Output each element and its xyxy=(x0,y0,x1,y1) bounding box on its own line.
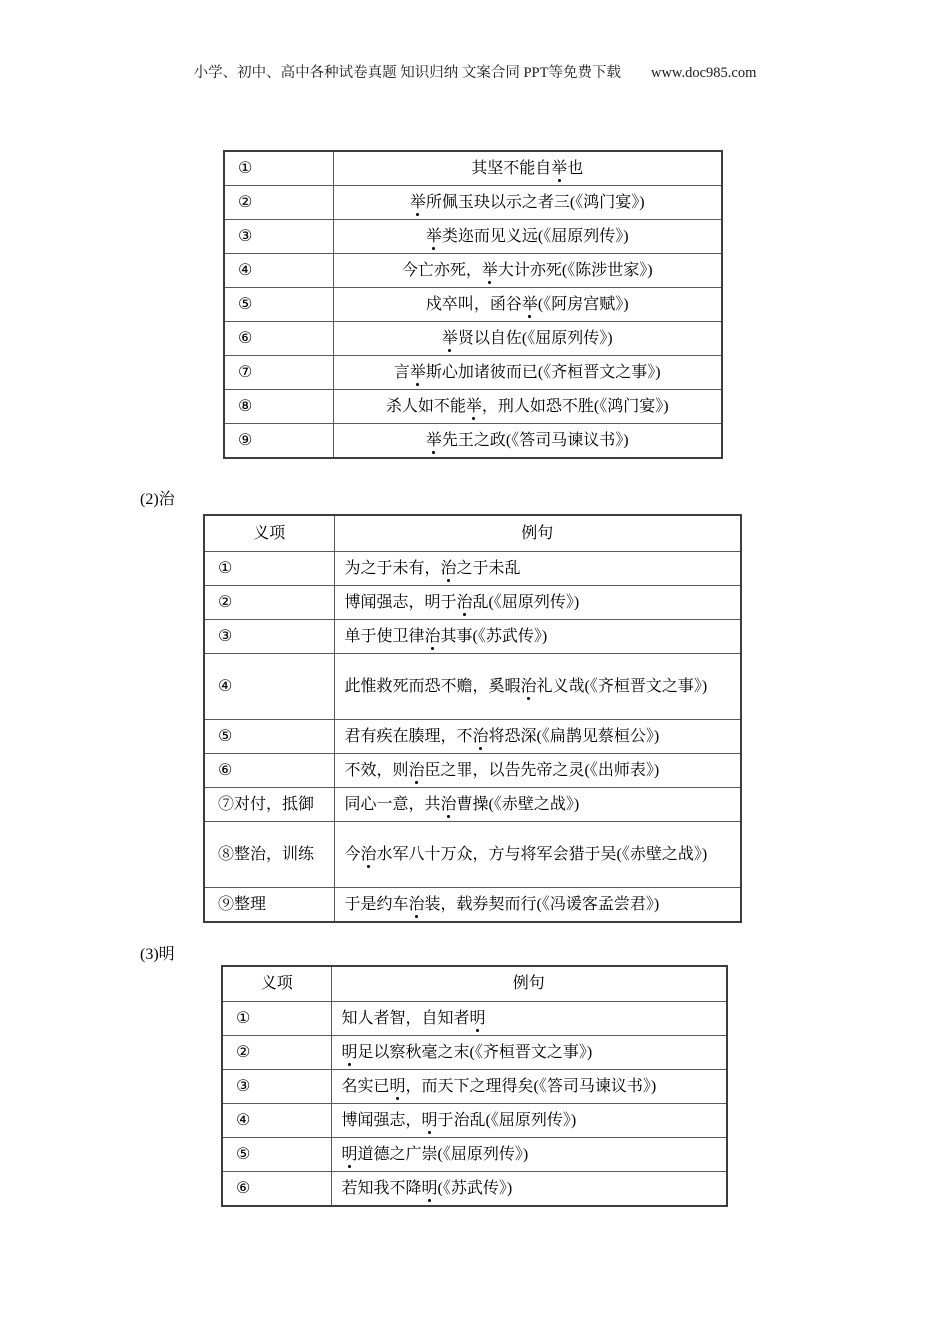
column-header-item: 义项 xyxy=(222,966,331,1001)
example-text: 单于使卫律 xyxy=(344,627,425,645)
emphasized-char: 治 xyxy=(424,627,441,645)
item-cell: ④ xyxy=(222,1103,331,1137)
item-cell: ⑥ xyxy=(224,322,333,356)
table-header-row xyxy=(222,966,727,1001)
table-row xyxy=(204,719,741,753)
example-cell xyxy=(334,719,741,753)
item-cell: ③ xyxy=(204,619,334,653)
table-row xyxy=(222,1103,727,1137)
item-cell: ⑤ xyxy=(224,288,333,322)
item-cell: ③ xyxy=(224,220,333,254)
item-cell: ① xyxy=(222,1001,331,1035)
section-label-ming: (3)明 xyxy=(140,946,175,963)
site-header xyxy=(0,61,950,82)
lexical-table-zhi xyxy=(203,514,742,923)
example-cell xyxy=(331,1137,727,1171)
example-text: 也 xyxy=(567,160,584,177)
column-header-example: 例句 xyxy=(334,515,741,551)
example-cell xyxy=(333,254,722,288)
column-header-example: 例句 xyxy=(331,966,727,1001)
section-label-zhi: (2)治 xyxy=(140,491,175,508)
emphasized-char: 治 xyxy=(408,761,425,779)
table-row xyxy=(204,619,741,653)
item-cell: ④ xyxy=(224,254,333,288)
example-cell xyxy=(334,619,741,653)
example-text: 于治乱(《屈原列传》) xyxy=(437,1111,577,1129)
example-text: 其坚不能自 xyxy=(471,160,552,177)
example-text: 言 xyxy=(393,364,410,381)
table-row xyxy=(204,653,741,719)
example-text: (《苏武传》) xyxy=(437,1179,513,1197)
item-cell: ⑧整治，训练 xyxy=(204,821,334,887)
example-cell xyxy=(333,390,722,424)
example-cell xyxy=(331,1035,727,1069)
example-text: 曹操(《赤壁之战》) xyxy=(456,795,580,813)
emphasized-char: 举 xyxy=(425,432,442,449)
item-cell: ② xyxy=(204,585,334,619)
table-row xyxy=(222,1001,727,1035)
example-text: 博闻强志，明于 xyxy=(344,593,457,611)
table-row xyxy=(204,787,741,821)
item-cell: ⑨ xyxy=(224,424,333,459)
item-cell: ⑦ xyxy=(224,356,333,390)
table-row xyxy=(204,821,741,887)
example-text: 君有疾在腠理，不 xyxy=(344,727,473,745)
example-text: 臣之罪，以告先帝之灵(《出师表》) xyxy=(424,761,660,779)
example-text: 乱(《屈原列传》) xyxy=(472,593,580,611)
example-text: 贤以自佐(《屈原列传》) xyxy=(457,330,613,347)
table-row xyxy=(224,151,722,186)
item-cell: ⑤ xyxy=(222,1137,331,1171)
item-cell: ⑦对付，抵御 xyxy=(204,787,334,821)
lexical-table-ju xyxy=(223,150,723,459)
example-text: ，刑人如恐不胜(《鸿门宴》) xyxy=(481,398,669,415)
example-text: 杀人如不能 xyxy=(385,398,466,415)
example-cell xyxy=(333,322,722,356)
item-cell: ⑧ xyxy=(224,390,333,424)
example-text: 所佩玉玦以示之者三(《鸿门宴》) xyxy=(425,194,645,211)
emphasized-char: 明 xyxy=(389,1077,406,1095)
example-text: 若知我不降 xyxy=(341,1179,422,1197)
example-cell xyxy=(333,151,722,186)
emphasized-char: 举 xyxy=(409,364,426,381)
emphasized-char: 明 xyxy=(341,1145,358,1163)
example-text: 先王之政(《答司马谏议书》) xyxy=(441,432,629,449)
table-row xyxy=(222,1171,727,1206)
emphasized-char: 举 xyxy=(521,296,538,313)
example-text: 同心一意，共 xyxy=(344,795,441,813)
example-text: 类迩而见义远(《屈原列传》) xyxy=(441,228,629,245)
table-row xyxy=(224,186,722,220)
table-row xyxy=(204,585,741,619)
emphasized-char: 举 xyxy=(425,228,442,245)
example-cell xyxy=(334,585,741,619)
example-cell xyxy=(334,551,741,585)
example-text: 之于未乱 xyxy=(456,559,521,577)
emphasized-char: 治 xyxy=(456,593,473,611)
example-cell xyxy=(333,186,722,220)
example-cell xyxy=(331,1069,727,1103)
example-text: 将恐深(《扁鹊见蔡桓公》) xyxy=(488,727,660,745)
item-cell: ⑥ xyxy=(204,753,334,787)
example-cell xyxy=(333,288,722,322)
lexical-table-ming xyxy=(221,965,728,1207)
example-text: 今 xyxy=(344,845,361,863)
example-cell xyxy=(334,753,741,787)
table-row xyxy=(224,254,722,288)
example-text: ，而天下之理得矣(《答司马谏议书》) xyxy=(405,1077,657,1095)
item-cell: ③ xyxy=(222,1069,331,1103)
emphasized-char: 举 xyxy=(551,160,568,177)
table-row xyxy=(204,551,741,585)
emphasized-char: 明 xyxy=(469,1009,486,1027)
example-text: 礼义哉(《齐桓晋文之事》) xyxy=(536,677,708,695)
item-cell: ② xyxy=(224,186,333,220)
table-row xyxy=(224,390,722,424)
example-text: 博闻强志， xyxy=(341,1111,422,1129)
emphasized-char: 治 xyxy=(360,845,377,863)
example-text: 不效，则 xyxy=(344,761,409,779)
example-cell xyxy=(333,424,722,459)
example-cell xyxy=(331,1171,727,1206)
item-cell: ⑥ xyxy=(222,1171,331,1206)
example-cell xyxy=(334,821,741,887)
emphasized-char: 明 xyxy=(421,1179,438,1197)
example-text: (《阿房宫赋》) xyxy=(537,296,629,313)
example-text: 此惟救死而恐不赡，奚暇 xyxy=(344,677,521,695)
example-text: 水军八十万众，方与将军会猎于吴(《赤壁之战》) xyxy=(376,845,708,863)
site-url: www.doc985.com xyxy=(650,65,757,81)
emphasized-char: 治 xyxy=(472,727,489,745)
emphasized-char: 明 xyxy=(421,1111,438,1129)
emphasized-char: 治 xyxy=(440,559,457,577)
table-row xyxy=(222,1035,727,1069)
example-text: 今亡亦死， xyxy=(401,262,482,279)
emphasized-char: 举 xyxy=(481,262,498,279)
emphasized-char: 治 xyxy=(440,795,457,813)
example-cell xyxy=(331,1001,727,1035)
emphasized-char: 举 xyxy=(409,194,426,211)
example-text: 足以察秋毫之末(《齐桓晋文之事》) xyxy=(357,1043,593,1061)
table-row xyxy=(224,356,722,390)
example-text: 装，载券契而行(《冯谖客孟尝君》) xyxy=(424,895,660,913)
item-cell: ① xyxy=(204,551,334,585)
example-cell xyxy=(334,787,741,821)
site-header-text: 小学、初中、高中各种试卷真题 知识归纳 文案合同 PPT等免费下载 xyxy=(193,65,621,81)
table-row xyxy=(224,424,722,459)
table-row xyxy=(224,288,722,322)
example-text: 于是约车 xyxy=(344,895,409,913)
example-cell xyxy=(331,1103,727,1137)
example-cell xyxy=(333,220,722,254)
column-header-item: 义项 xyxy=(204,515,334,551)
emphasized-char: 举 xyxy=(441,330,458,347)
table-row xyxy=(204,753,741,787)
item-cell: ⑨整理 xyxy=(204,887,334,922)
example-text: 大计亦死(《陈涉世家》) xyxy=(497,262,653,279)
table-row xyxy=(224,220,722,254)
table-row xyxy=(222,1137,727,1171)
item-cell: ① xyxy=(224,151,333,186)
emphasized-char: 治 xyxy=(520,677,537,695)
example-text: 为之于未有， xyxy=(344,559,441,577)
table-row xyxy=(222,1069,727,1103)
emphasized-char: 明 xyxy=(341,1043,358,1061)
example-cell xyxy=(334,653,741,719)
example-text: 知人者智，自知者 xyxy=(341,1009,470,1027)
example-text: 斯心加诸彼而已(《齐桓晋文之事》) xyxy=(425,364,661,381)
item-cell: ⑤ xyxy=(204,719,334,753)
example-cell xyxy=(334,887,741,922)
emphasized-char: 治 xyxy=(408,895,425,913)
emphasized-char: 举 xyxy=(465,398,482,415)
table-header-row xyxy=(204,515,741,551)
example-text: 道德之广崇(《屈原列传》) xyxy=(357,1145,529,1163)
table-row xyxy=(204,887,741,922)
item-cell: ④ xyxy=(204,653,334,719)
example-text: 戍卒叫，函谷 xyxy=(425,296,522,313)
example-text: 名实已 xyxy=(341,1077,390,1095)
example-cell xyxy=(333,356,722,390)
example-text: 其事(《苏武传》) xyxy=(440,627,548,645)
table-row xyxy=(224,322,722,356)
item-cell: ② xyxy=(222,1035,331,1069)
